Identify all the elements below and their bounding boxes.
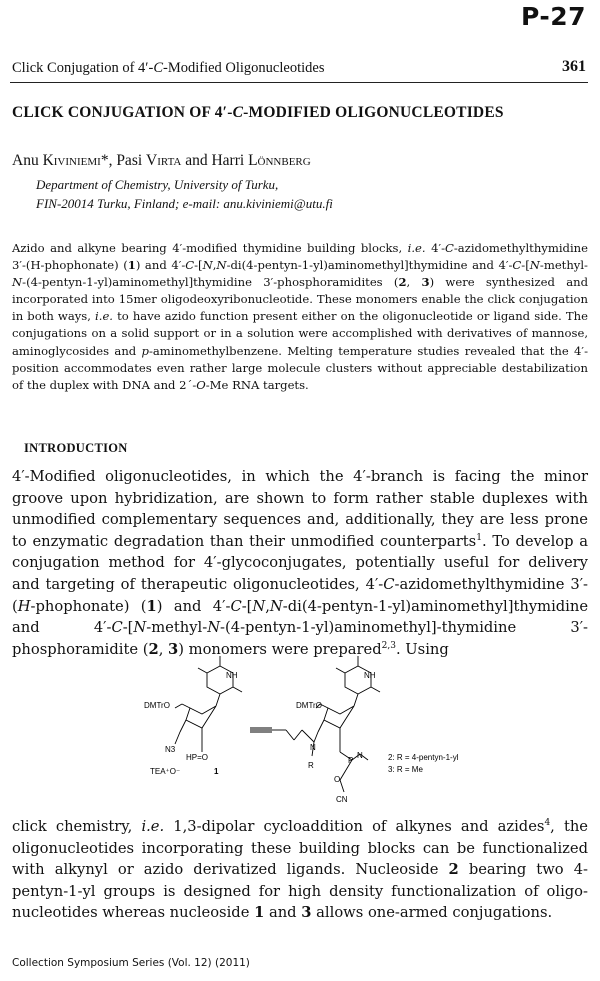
page-number: 361: [562, 58, 586, 75]
sugar-ring-left: [186, 706, 216, 728]
dmtro-right: DMTrO: [296, 701, 322, 710]
introduction-paragraph-1: 4′-Modified oligonucleotides, in which the 4′-branch is facing the minor groove upon hybridization, are shown to form rather stable duplexes with unmodified complementary sequences and, additionally, they are less prone to enzymatic degradation than their unmodified counterparts$^1$. To develop a conjugation method for 4′-glycoconjugates, potentially useful for delivery and targeting of therapeutic oligonucleotides, 4′-C-azidomethylthymidine 3′-(H-phophonate) (1) and 4′-C-[N,N-di(4-pentyn-1-yl)aminomethyl]thymidine and 4′-C-[N-methyl-N-(4-pentyn-1-yl)aminomethyl]-thymidine 3′-phosphoramidite (2, 3) monomers were prepared$^{2,3}$. Using: [12, 468, 589, 658]
authors: Anu Kiviniemi*, Pasi Virta and Harri Lönnberg: [12, 152, 311, 169]
legend-compound-3: 3: R = Me: [388, 765, 423, 774]
affiliation-line-1: Department of Chemistry, University of Turku,: [36, 177, 279, 192]
nh-left: NH: [226, 671, 238, 680]
running-title: Click Conjugation of 4′-C-Modified Oligonucleotides: [12, 60, 325, 76]
paper-code: P-27: [520, 2, 586, 31]
phosphorus-label: P: [348, 756, 354, 765]
alkyne-triple-bond: [250, 728, 272, 732]
azide-label: N3: [165, 745, 176, 754]
nh-right: NH: [364, 671, 376, 680]
introduction-paragraph-2: click chemistry, i.e. 1,3-dipolar cycloaddition of alkynes and azides$^4$, the oligonucleotides incorporating these building blocks can be functionalized with alkynyl or azido derivatized ligands. Nucleoside 2 bearing two 4-pentyn-1-yl groups is designed for high density functionalization of oligonucleotides whereas nucleoside 1 and 3 allows one-armed conjugations.: [12, 818, 588, 922]
affiliation: [36, 175, 333, 213]
affiliation-line-2: FIN-20014 Turku, Finland; e-mail: anu.kiviniemi@utu.fi: [36, 196, 333, 211]
section-heading-introduction: INTRODUCTION: [24, 441, 128, 455]
oxygen-label: O: [334, 775, 341, 784]
legend-compound-2: 2: R = 4-pentyn-1-yl: [388, 753, 459, 762]
article-title: CLICK CONJUGATION OF 4′-C-MODIFIED OLIGONUCLEOTIDES: [12, 104, 504, 121]
compound-1-label: 1: [214, 767, 219, 776]
h-phosphonate-label: HP=O: [186, 753, 209, 762]
dmtro-left: DMTrO: [144, 701, 170, 710]
n-amide-label: N: [357, 751, 363, 760]
r-group-label: R: [308, 761, 314, 770]
chemical-structures-scheme: [130, 648, 470, 808]
cyano-label: CN: [336, 795, 348, 804]
tea-counterion-label: TEA⁺O⁻: [150, 767, 181, 776]
header-rule: [10, 82, 588, 83]
n-amine-label: N: [310, 743, 316, 752]
abstract: Azido and alkyne bearing 4′-modified thymidine building blocks, i.e. 4′-C-azidomethylthymidine 3′-(H-phophonate) (1) and 4′-C-[N,N-di(4-pentyn-1-yl)aminomethyl]thymidine and 4′-C-[N-methyl-N-(4-pentyn-1-yl)aminomethyl]thymidine 3′-phosphoramidites (2, 3) were synthesized and incorporated into 15mer oligodeoxyribonucleotide. These monomers enable the click conjugation in both ways, i.e. to have azido function present either on the oligonucleotide or ligand side. The conjugations on a solid support or in a solution were accomplished with derivatives of mannose, aminoglycosides and p-aminomethylbenzene. Melting temperature studies revealed that the 4′-position accommodates even rather large molecule clusters without appreciable destabilization of the duplex with DNA and 2´-O-Me RNA targets.: [12, 241, 588, 392]
sugar-ring-right: [324, 706, 354, 728]
footer-series: Collection Symposium Series (Vol. 12) (2011): [12, 957, 250, 969]
